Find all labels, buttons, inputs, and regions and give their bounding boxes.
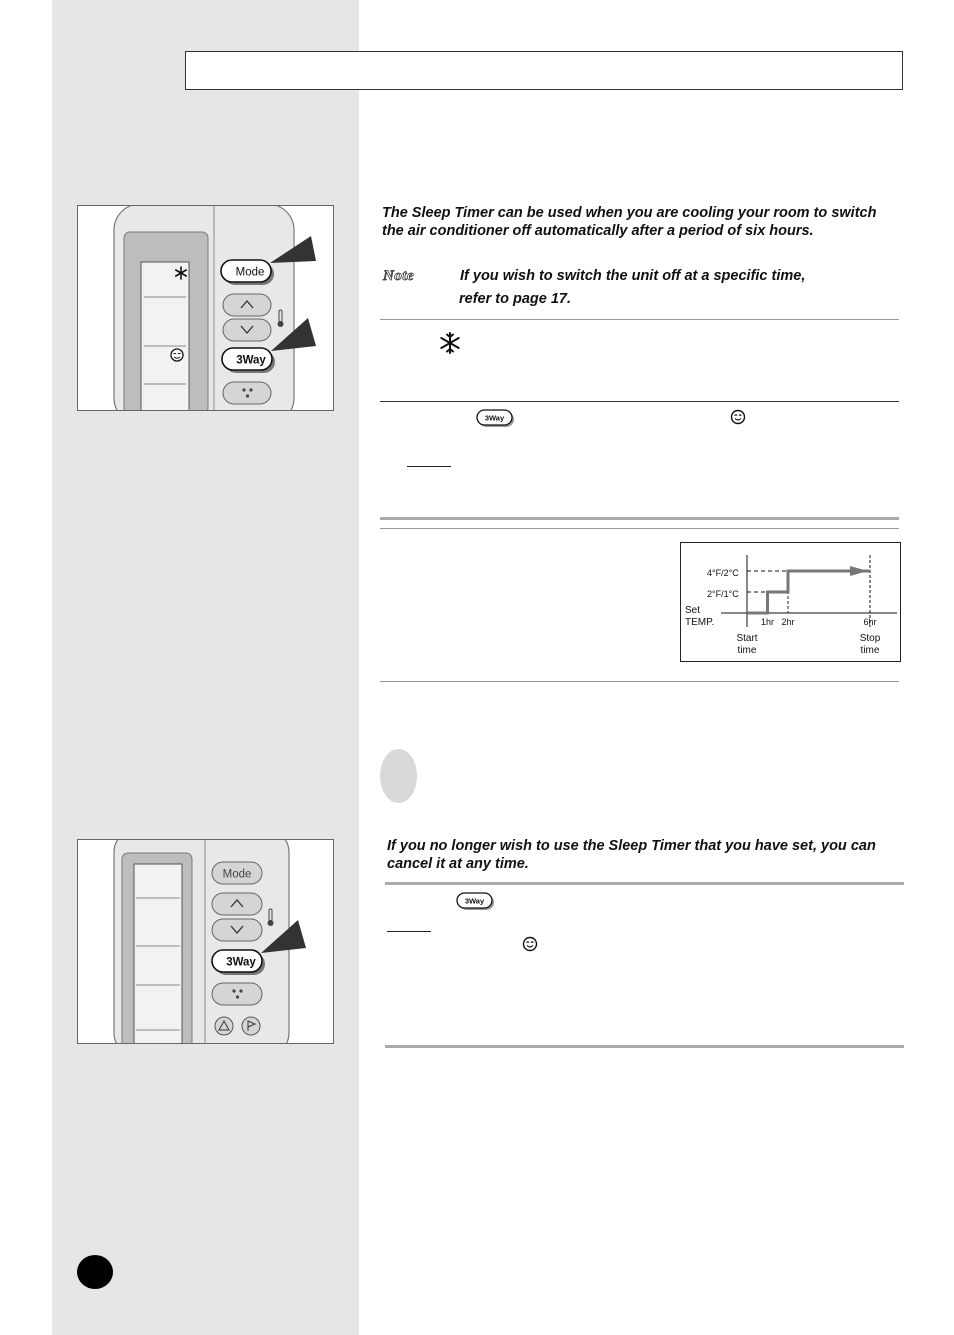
intro-text: The Sleep Timer can be used when you are cooling your room to switch the air conditioner off automatically after a period of six hours. (382, 205, 877, 239)
divider (380, 319, 899, 320)
y-tick-label: 4°F/2°C (707, 568, 739, 578)
fan-speed-button[interactable] (223, 382, 271, 404)
temperature-down-button[interactable] (223, 319, 271, 341)
sleep-icon (730, 409, 746, 425)
mode-button[interactable] (221, 260, 274, 285)
page-title-box (185, 51, 903, 90)
mode-button-label: Mode (222, 868, 252, 881)
x-tick-label: 6hr (863, 617, 877, 627)
divider (380, 528, 899, 529)
three-way-button-icon (456, 892, 496, 912)
x-tick-label: 1hr (760, 617, 775, 627)
start-time-label: Start (736, 633, 758, 644)
three-way-button-label: 3Way (226, 956, 256, 969)
three-way-button[interactable] (212, 950, 265, 975)
three-way-button-icon (476, 409, 516, 429)
timer-on-button[interactable] (215, 1017, 233, 1035)
three-way-icon-label: 3Way (484, 413, 505, 423)
y-tick-label: 2°F/1°C (707, 589, 739, 599)
divider (380, 681, 899, 682)
stop-time-label: time (860, 645, 880, 656)
three-way-icon-label: 3Way (464, 896, 485, 906)
divider (380, 401, 899, 402)
remote-svg-1 (78, 206, 333, 410)
cancel-intro-text: If you no longer wish to use the Sleep Timer that you have set, you can cancel it at any time. (387, 838, 876, 872)
remote-illustration-1 (77, 205, 334, 411)
chart-svg (681, 543, 900, 661)
x-tick-label: 2hr (781, 617, 795, 627)
divider (385, 1045, 904, 1048)
temperature-up-button[interactable] (223, 294, 271, 316)
divider (380, 517, 899, 520)
result-underline (387, 931, 431, 932)
stop-time-label: Stop (859, 633, 881, 644)
remote-svg-2 (78, 840, 333, 1043)
cool-mode-icon (439, 332, 461, 354)
three-way-button-label: 3Way (236, 354, 266, 367)
temperature-step-line (747, 571, 870, 613)
sleep-icon (171, 349, 183, 361)
y-axis-label: Set (685, 605, 701, 616)
start-time-label: time (737, 645, 757, 656)
series-arrowhead (850, 566, 868, 576)
sleep-icon (522, 936, 538, 952)
note-label: Note (383, 268, 415, 284)
section-marker (380, 749, 417, 803)
note-line-2: refer to page 17. (459, 291, 572, 307)
y-axis-label: TEMP. (685, 617, 715, 628)
remote-illustration-2 (77, 839, 334, 1044)
temperature-down-button[interactable] (212, 919, 262, 941)
sleep-temperature-chart (680, 542, 901, 662)
timer-off-button[interactable] (242, 1017, 260, 1035)
divider (385, 882, 904, 885)
result-underline (407, 466, 451, 467)
three-way-button[interactable] (222, 348, 275, 373)
note-line-1: If you wish to switch the unit off at a specific time, (460, 268, 806, 284)
temperature-up-button[interactable] (212, 893, 262, 915)
mode-button-label: Mode (235, 266, 265, 279)
fan-speed-button[interactable] (212, 983, 262, 1005)
sidebar-column (52, 0, 359, 1335)
page-number-marker (77, 1255, 113, 1289)
mode-button[interactable] (212, 862, 262, 884)
